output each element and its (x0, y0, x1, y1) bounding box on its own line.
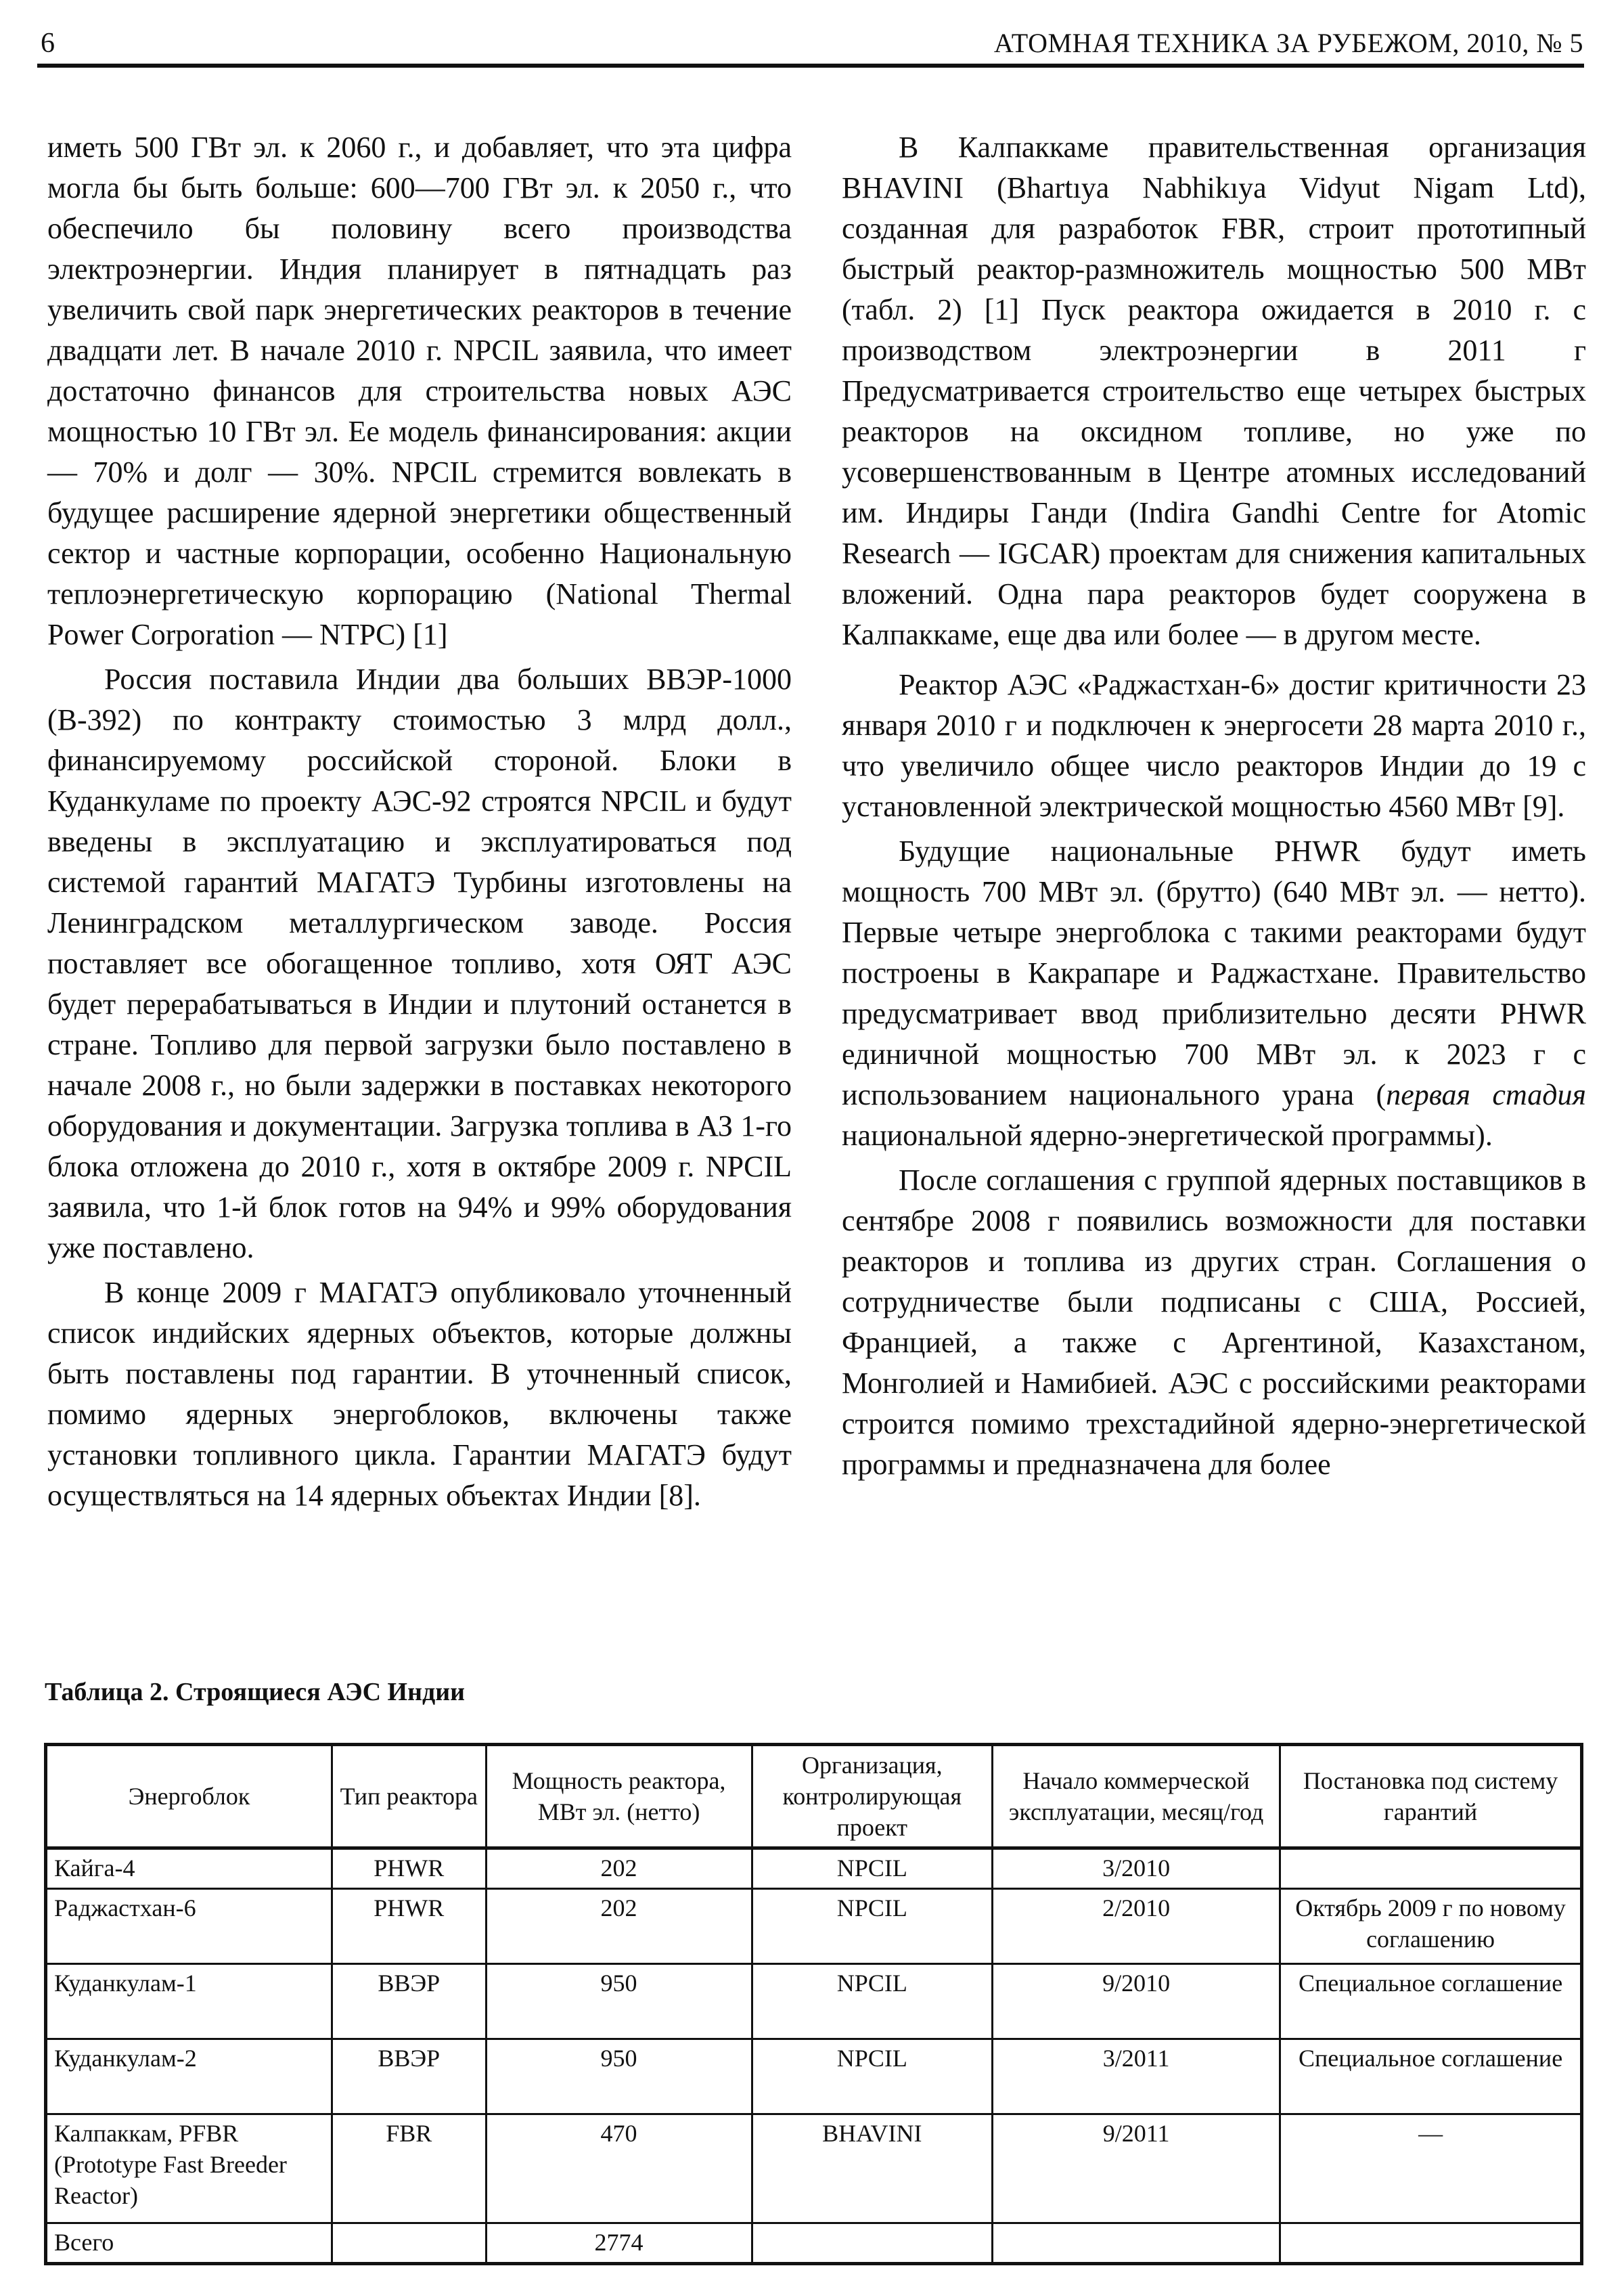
cell-safeguards: Специальное соглашение (1280, 1964, 1582, 2039)
cell-type: ВВЭР (332, 1964, 486, 2039)
column-header-capacity: Мощность реактора, МВт эл. (нетто) (486, 1745, 752, 1848)
running-title: АТОМНАЯ ТЕХНИКА ЗА РУБЕЖОМ, 2010, № 5 (993, 28, 1583, 58)
table-header-row (46, 1745, 1582, 1848)
column-header-start-date: Начало коммерческой эксплуатации, месяц/год (993, 1745, 1280, 1848)
paragraph-text: Будущие национальные PHWR будут иметь мощность 700 МВт эл. (брутто) (640 МВт эл. — нетто). Первые четыре энергоблока с такими реакторами будут построены в Какрапаре и Раджастхане. Правительство предусматривает ввод приблизительно десяти PHWR единичной мощностью 700 МВт эл. к 2023 г с использованием национального урана ( (842, 835, 1586, 1111)
cell-safeguards: Специальное соглашение (1280, 2039, 1582, 2114)
cell-safeguards (1280, 1848, 1582, 1889)
column-header-unit: Энергоблок (46, 1745, 332, 1848)
cell-type: PHWR (332, 1848, 486, 1889)
cell-start-date: 9/2011 (993, 2114, 1280, 2223)
paragraph: В конце 2009 г МАГАТЭ опубликовало уточненный список индийских ядерных объектов, которые должны быть поставлены под гарантии. В уточненный список, помимо ядерных энергоблоков, включены также установки топливного цикла. Гарантии МАГАТЭ будут осуществляться на 14 ядерных объектах Индии [8]. (47, 1276, 792, 1512)
column-header-type: Тип реактора (332, 1745, 486, 1848)
table-total-row (46, 2223, 1582, 2264)
cell-safeguards: — (1280, 2114, 1582, 2223)
page-number: 6 (41, 28, 55, 59)
cell-capacity: 950 (486, 2039, 752, 2114)
reactors-table (44, 1743, 1583, 2265)
table-row (46, 1964, 1582, 2039)
italic-term: первая стадия (1386, 1078, 1586, 1111)
table-row (46, 1848, 1582, 1889)
paragraph: Реактор АЭС «Раджастхан-6» достиг критичности 23 января 2010 г и подключен к энергосети 28 марта 2010 г., что увеличило общее число реакторов Индии до 19 с установленной электрической мощностью 4560 МВт [9]. (842, 668, 1586, 823)
paragraph (842, 831, 1586, 1156)
paragraph: Россия поставила Индии два больших ВВЭР-1000 (В-392) по контракту стоимостью 3 млрд долл., финансируемому российской стороной. Блоки в Куданкуламе по проекту АЭС-92 строятся NPCIL и будут введены в эксплуатацию и эксплуатироваться под системой гарантий МАГАТЭ Турбины изготовлены на Ленинградском металлургическом заводе. Россия поставляет все обогащенное топливо, хотя ОЯТ АЭС будет перерабатываться в Индии и плутоний останется в стране. Топливо для первой загрузки было поставлено в начале 2008 г., но были задержки в поставках некоторого оборудования и документации. Загрузка топлива в АЗ 1-го блока отложена до 2010 г., хотя в октябре 2009 г. NPCIL заявила, что 1-й блок готов на 94% и 99% оборудования уже поставлено. (47, 663, 792, 1264)
cell-unit: Всего (46, 2223, 332, 2264)
header-rule (37, 64, 1584, 68)
cell-safeguards: Октябрь 2009 г по новому соглашению (1280, 1889, 1582, 1964)
cell-unit: Куданкулам-2 (46, 2039, 332, 2114)
cell-organization: NPCIL (752, 1848, 993, 1889)
cell-capacity: 470 (486, 2114, 752, 2223)
cell-unit: Калпаккам, PFBR (Prototype Fast Breeder Reactor) (46, 2114, 332, 2223)
cell-unit: Кайга-4 (46, 1848, 332, 1889)
paragraph-text: национальной ядерно-энергетической программы). (842, 1119, 1493, 1152)
cell-organization: NPCIL (752, 1889, 993, 1964)
cell-type: FBR (332, 2114, 486, 2223)
cell-organization: NPCIL (752, 1964, 993, 2039)
table-row (46, 1889, 1582, 1964)
cell-type: ВВЭР (332, 2039, 486, 2114)
cell-start-date (993, 2223, 1280, 2264)
cell-unit: Куданкулам-1 (46, 1964, 332, 2039)
page-header (41, 24, 1583, 62)
table-caption: Таблица 2. Строящиеся АЭС Индии (45, 1678, 466, 1706)
cell-start-date: 9/2010 (993, 1964, 1280, 2039)
paragraph: иметь 500 ГВт эл. к 2060 г., и добавляет, что эта цифра могла бы быть больше: 600—700 ГВт эл. к 2050 г., что обеспечило бы половину всего производства электроэнергии. Индия планирует в пятнадцать раз увеличить свой парк энергетических реакторов в течение двадцати лет. В начале 2010 г. NPCIL заявила, что имеет достаточно финансов для строительства новых АЭС мощностью 10 ГВт эл. Ее модель финансирования: акции — 70% и долг — 30%. NPCIL стремится вовлекать в будущее расширение ядерной энергетики общественный сектор и частные корпорации, особенно Национальную теплоэнергетическую корпорацию (National Thermal Power Corporation — NTPC) [1] (47, 131, 792, 651)
cell-start-date: 3/2010 (993, 1848, 1280, 1889)
cell-type (332, 2223, 486, 2264)
left-column (47, 127, 792, 1516)
paragraph: После соглашения с группой ядерных поставщиков в сентябре 2008 г появились возможности для поставки реакторов и топлива из других стран. Соглашения о сотрудничестве были подписаны с США, Россией, Францией, а также с Аргентиной, Казахстаном, Монголией и Намибией. АЭС с российскими реакторами строится помимо трехстадийной ядерно-энергетической программы и предназначена для более (842, 1163, 1586, 1481)
cell-capacity: 202 (486, 1848, 752, 1889)
cell-organization: NPCIL (752, 2039, 993, 2114)
cell-organization: BHAVINI (752, 2114, 993, 2223)
cell-unit: Раджастхан-6 (46, 1889, 332, 1964)
cell-start-date: 3/2011 (993, 2039, 1280, 2114)
cell-capacity-total: 2774 (486, 2223, 752, 2264)
table-row (46, 2039, 1582, 2114)
cell-start-date: 2/2010 (993, 1889, 1280, 1964)
right-column (842, 127, 1586, 1485)
column-header-organization: Организация, контролирующая проект (752, 1745, 993, 1848)
cell-capacity: 950 (486, 1964, 752, 2039)
cell-capacity: 202 (486, 1889, 752, 1964)
cell-safeguards (1280, 2223, 1582, 2264)
cell-organization (752, 2223, 993, 2264)
cell-type: PHWR (332, 1889, 486, 1964)
column-header-safeguards: Постановка под систему гарантий (1280, 1745, 1582, 1848)
paragraph: В Калпаккаме правительственная организация BHAVINI (Bhartıya Nabhikıya Vidyut Nigam Ltd), созданная для разработок FBR, строит прототипный быстрый реактор-размножитель мощностью 500 МВт (табл. 2) [1] Пуск реактора ожидается в 2010 г. с производством электроэнергии в 2011 г Предусматривается строительство еще четырех быстрых реакторов на оксидном топливе, но уже по усовершенствованным в Центре атомных исследований им. Индиры Ганди (Indira Gandhi Centre for Atomic Research — IGCAR) проектам для снижения капитальных вложений. Одна пара реакторов будет сооружена в Калпаккаме, еще два или более — в другом месте. (842, 131, 1586, 651)
table-row (46, 2114, 1582, 2223)
